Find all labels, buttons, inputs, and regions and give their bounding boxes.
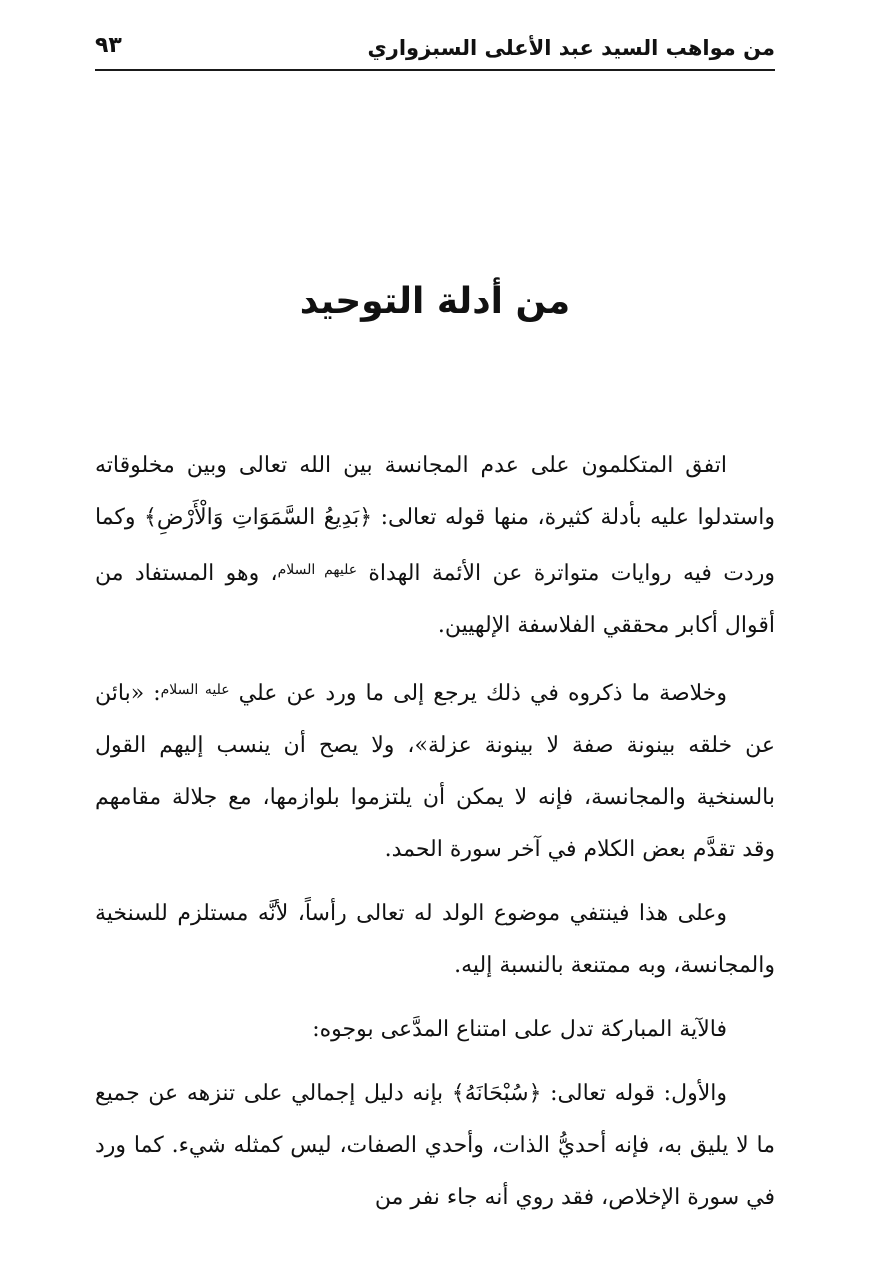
paragraph-2-text-b: : «بائن عن خلقه بينونة صفة لا بينونة عزلة»، ولا يصح أن ينسب إليهم القول بالسنخية والمجانسة، فإنه لا يمكن أن يلتزموا بلوازمها، مع جلالة مقامهم وقد تقدَّم بعض الكلام في آخر سورة الحمد. (95, 681, 775, 862)
paragraph-1 (95, 440, 775, 652)
paragraph-5 (95, 1068, 775, 1224)
paragraph-1-text-b: وكما وردت فيه روايات متواترة عن الأئمة الهداة (95, 505, 775, 586)
body-text (95, 440, 775, 1236)
quran-quote-1: ﴿بَدِيعُ السَّمَوَاتِ وَالْأَرْضِ﴾ (144, 505, 373, 530)
running-header (95, 30, 775, 70)
paragraph-3: وعلى هذا فينتفي موضوع الولد له تعالى رأساً، لأنَّه مستلزم للسنخية والمجانسة، وبه ممتنعة بالنسبة إليه. (95, 901, 775, 978)
paragraph-2 (95, 664, 775, 876)
page-number: ٩٣ (95, 33, 122, 58)
running-title: من مواهب السيد عبد الأعلى السبزواري (367, 36, 775, 60)
paragraph-5-text-a: والأول: قوله تعالى: (541, 1081, 727, 1106)
paragraph-4: فالآية المباركة تدل على امتناع المدَّعى بوجوه: (312, 1017, 727, 1042)
chapter-title: من أدلة التوحيد (299, 281, 571, 322)
paragraph-1-text-a: اتفق المتكلمون على عدم المجانسة بين الله تعالى وبين مخلوقاته واستدلوا عليه بأدلة كثيرة، منها قوله تعالى: (95, 453, 775, 530)
quran-quote-2: ﴿سُبْحَانَهُ﴾ (451, 1081, 542, 1106)
header-divider (95, 69, 775, 71)
honorific-glyph: عليه السلام (160, 682, 230, 698)
honorific-glyph: عليهم السلام (277, 562, 358, 578)
paragraph-5-text-b: بإنه دليل إجمالي على تنزهه عن جميع ما لا يليق به، فإنه أحديُّ الذات، وأحدي الصفات، ليس كمثله شيء. كما ورد في سورة الإخلاص، فقد روي أنه جاء نفر من (95, 1081, 775, 1210)
paragraph-1-text-c: ، وهو المستفاد من أقوال أكابر محققي الفلاسفة الإلهيين. (95, 561, 775, 638)
paragraph-2-text-a: وخلاصة ما ذكروه في ذلك يرجع إلى ما ورد عن علي (229, 681, 727, 706)
